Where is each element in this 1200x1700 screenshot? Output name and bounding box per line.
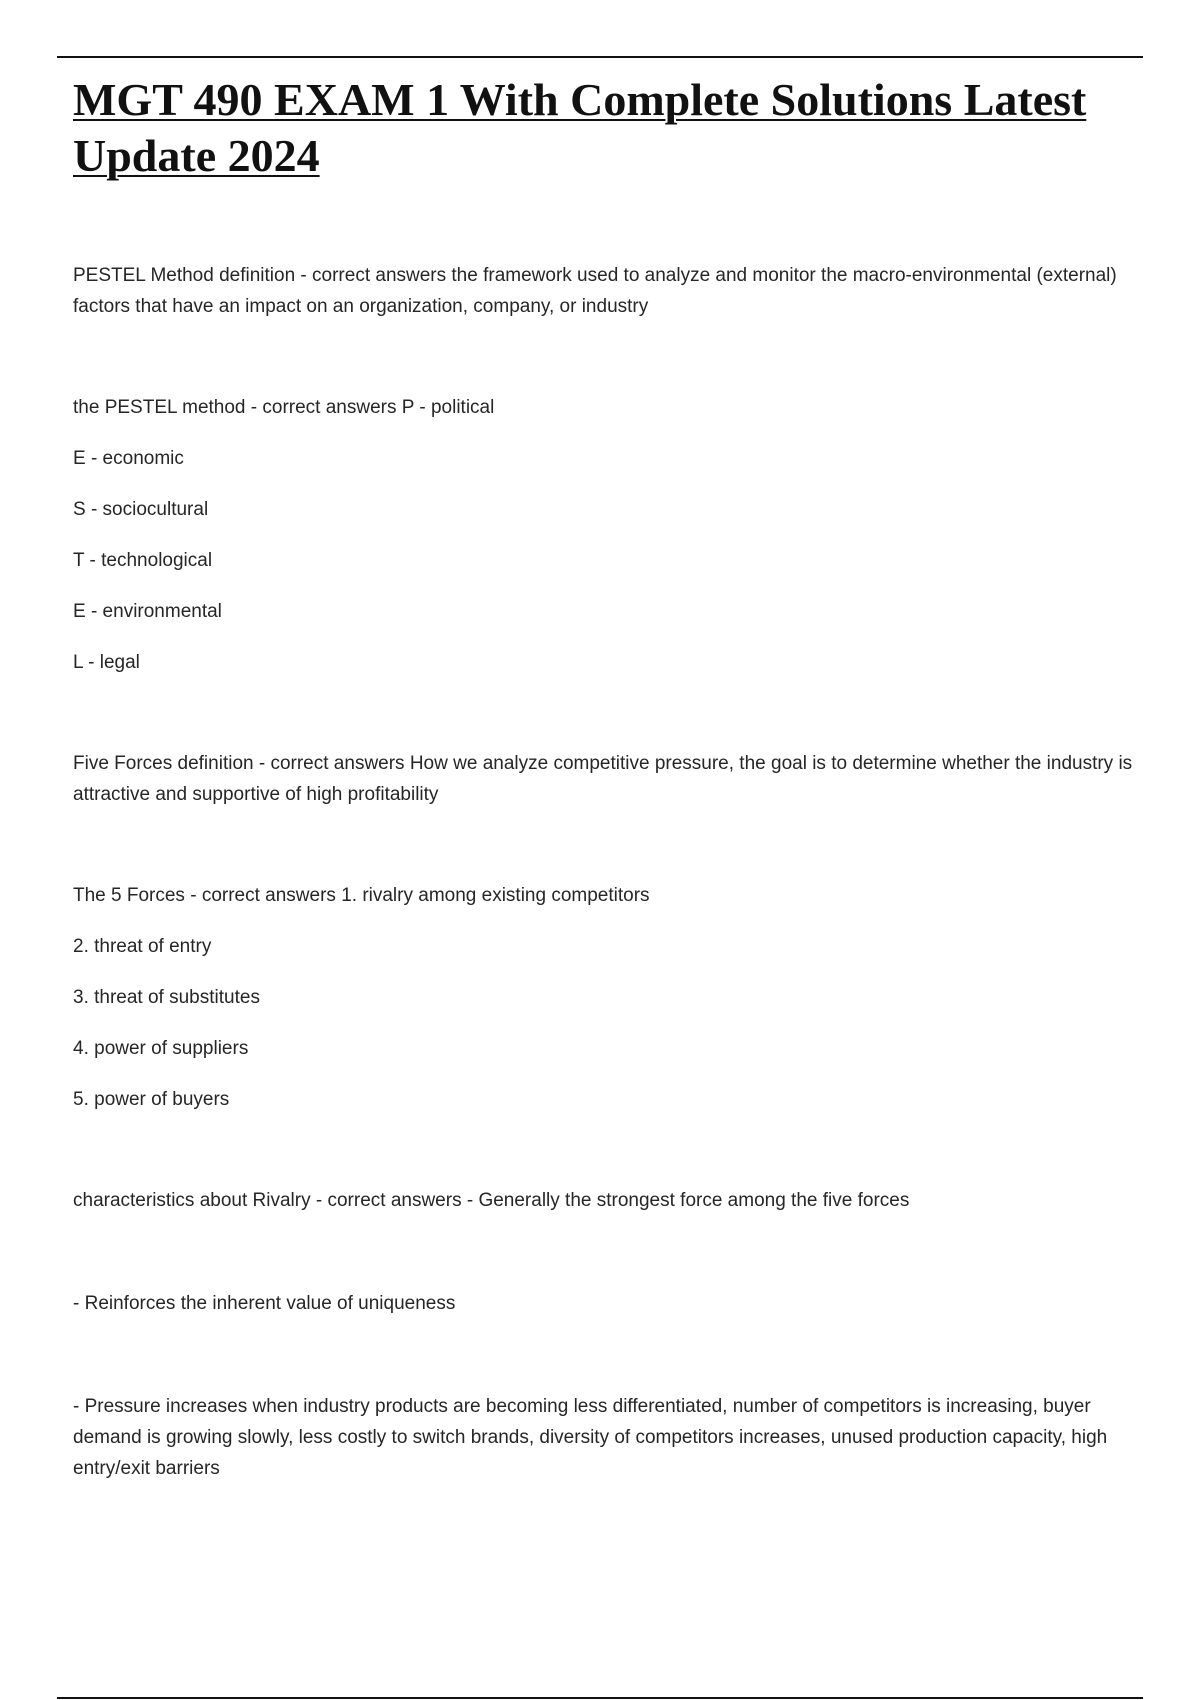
- pestel-item: S - sociocultural: [73, 499, 209, 520]
- pestel-method-lead: the PESTEL method - correct answers P - political: [73, 397, 495, 418]
- rivalry-pressure: - Pressure increases when industry products are becoming less differentiated, number of competitors is increasing, buyer demand is growing slowly, less costly to switch brands, diversity of competitors increases, unused production capacity, high entry/exit barriers: [73, 1396, 1108, 1479]
- five-forces-item: 4. power of suppliers: [73, 1038, 249, 1059]
- pestel-item: E - economic: [73, 448, 184, 469]
- five-forces-item: 2. threat of entry: [73, 936, 212, 957]
- five-forces-lead: The 5 Forces - correct answers 1. rivalry among existing competitors: [73, 885, 650, 906]
- pestel-item: L - legal: [73, 652, 140, 673]
- pestel-item: T - technological: [73, 550, 213, 571]
- document-body: [73, 260, 1133, 1484]
- five-forces-definition: Five Forces definition - correct answers How we analyze competitive pressure, the goal is to determine whether the industry is attractive and supportive of high profitability: [73, 753, 1133, 805]
- five-forces-item: 5. power of buyers: [73, 1089, 230, 1110]
- pestel-definition: PESTEL Method definition - correct answers the framework used to analyze and monitor the macro-environmental (external) factors that have an impact on an organization, company, or industry: [73, 265, 1117, 317]
- document-title: MGT 490 EXAM 1 With Complete Solutions Latest Update 2024: [73, 74, 1087, 181]
- pestel-item: E - environmental: [73, 601, 222, 622]
- bottom-rule: [57, 1697, 1143, 1699]
- rivalry-characteristics: characteristics about Rivalry - correct answers - Generally the strongest force among the five forces: [73, 1190, 910, 1211]
- rivalry-uniqueness: - Reinforces the inherent value of uniqueness: [73, 1293, 456, 1314]
- top-rule: [57, 56, 1143, 58]
- five-forces-item: 3. threat of substitutes: [73, 987, 260, 1008]
